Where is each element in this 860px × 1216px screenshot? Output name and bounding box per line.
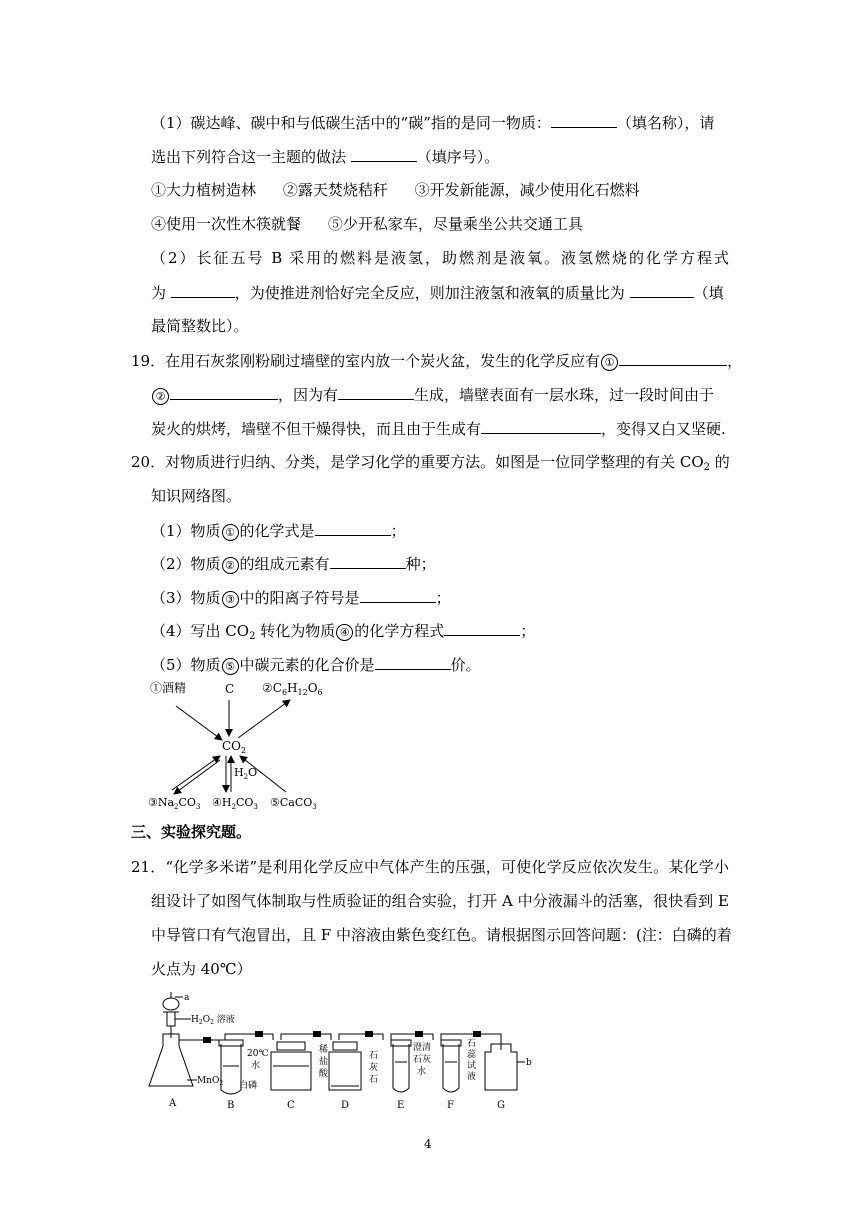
circled-number: ①: [222, 524, 239, 541]
q18-text: （填名称），请: [616, 114, 715, 132]
q20-text: 中碳元素的化合价是: [239, 656, 375, 674]
node-caco3: ⑤CaCO$_3$: [270, 796, 317, 811]
test-tube-f: [441, 1040, 461, 1092]
q20-text: （3）物质: [151, 589, 221, 607]
q19-text: 19．在用石灰浆刚粉刷过墙壁的室内放一个炭火盆，发生的化学反应有: [131, 352, 601, 370]
answer-blank[interactable]: [351, 146, 417, 162]
q21-line3: 中导管口有气泡冒出，且 F 中溶液由紫色变红色。请根据图示回答问题：(注：白磷的着: [151, 926, 732, 944]
q20-line1: [131, 452, 730, 478]
label-letter-g: G: [497, 1100, 505, 1111]
q19-text: 炭火的烘烤，墙壁不但干燥得快，而且由于生成有: [151, 420, 482, 438]
q20-text: （2）物质: [151, 555, 221, 573]
q18-line2: [151, 146, 499, 167]
q21-line4: 火点为 40℃）: [151, 960, 252, 978]
q18-text: ，为使推进剂恰好完全反应，则加注液氢和液氧的质量比为: [234, 284, 625, 302]
label-limewater: 石灰: [413, 1055, 432, 1065]
label-dilute: 稀: [319, 1045, 329, 1055]
label-litmus1: 石: [467, 1039, 477, 1049]
label-white-phosphorus: 白磷: [239, 1081, 258, 1091]
subscript: 2: [249, 631, 256, 642]
label-letter-d: D: [341, 1100, 350, 1111]
q20-text: （1）物质: [151, 522, 221, 540]
q20-text: 转化为物质: [255, 622, 336, 640]
q20-sub4: [151, 620, 535, 647]
label-litmus2: 蕊: [467, 1050, 477, 1060]
option-mark: ③: [414, 181, 430, 199]
label-20c: 20℃: [247, 1049, 269, 1059]
node-co2: $CO_2$: [222, 739, 247, 755]
arrow-co2-na2co3: [174, 760, 220, 794]
bottle-c: [271, 1042, 311, 1090]
q20-sub5: [151, 654, 481, 675]
circled-number: ③: [222, 591, 239, 608]
q20-line2: 知识网络图。: [151, 487, 242, 505]
subscript: 2: [703, 462, 711, 473]
q18-p2-line2: [151, 282, 724, 303]
answer-blank[interactable]: [481, 418, 601, 434]
q19-line2: [151, 384, 714, 405]
q18-options-row1: [151, 180, 640, 200]
q20-text: 的: [710, 453, 730, 471]
q18-text: （1）碳达峰、碳中和与低碳生活中的“碳”指的是同一物质：: [151, 114, 551, 132]
q20-sub1: [151, 520, 406, 541]
label-a: a: [184, 993, 190, 1003]
q20-sub2: [151, 553, 436, 574]
q20-text: （4）写出 CO: [151, 622, 250, 640]
section-title: 三、实验探究题。: [131, 823, 252, 841]
q21-line2: 组设计了如图气体制取与性质验证的组合实验，打开 A 中分液漏斗的活塞，很快看到 E: [151, 892, 729, 910]
tube-joint: [255, 1031, 263, 1037]
label-b: b: [526, 1058, 532, 1068]
q20-text: ；: [520, 622, 536, 640]
answer-blank[interactable]: [360, 587, 436, 603]
test-tube-e: [391, 1040, 411, 1092]
q20-text: （5）物质: [151, 656, 221, 674]
q18-text: （填序号）。: [416, 148, 500, 166]
q18-p2-line3: 最简整数比）。: [151, 317, 249, 335]
q19-text: ，因为有: [278, 386, 339, 404]
label-acid: 酸: [319, 1069, 329, 1079]
answer-blank[interactable]: [551, 112, 617, 128]
option-mark: ④: [151, 215, 167, 233]
label-lime: 灰: [369, 1063, 379, 1073]
label-hydrochloric: 盐: [319, 1057, 329, 1067]
label-clear: 澄清: [413, 1043, 432, 1053]
option-label: 开发新能源，减少使用化石燃料: [429, 181, 640, 199]
label-letter-c: C: [287, 1100, 295, 1111]
q19-line1: 19．在用石灰浆刚粉刷过墙壁的室内放一个炭火盆，发生的化学反应有 ① ，: [131, 352, 743, 370]
label-stone: 石: [369, 1051, 379, 1061]
tube-joint: [313, 1031, 321, 1037]
q20-text: 种；: [405, 555, 436, 573]
bottle-d: [329, 1042, 361, 1090]
label-litmus4: 液: [467, 1072, 477, 1082]
q19-line3: [151, 418, 726, 439]
tube-joint: [203, 1037, 211, 1043]
page-number: 4: [424, 1137, 432, 1151]
answer-blank[interactable]: [375, 654, 451, 670]
label-water: 水: [251, 1061, 261, 1071]
q18-options-row2: [151, 214, 583, 234]
node-alcohol: ①酒精: [150, 681, 187, 695]
option-mark: ①: [151, 181, 167, 199]
node-glucose: $②C_6H_{12}O_6$: [262, 681, 323, 697]
answer-blank[interactable]: [171, 282, 235, 298]
q20-text: ；: [435, 589, 451, 607]
option-label: 露天焚烧秸秆: [297, 181, 388, 199]
q20-text: 中的阳离子符号是: [239, 589, 360, 607]
answer-blank[interactable]: [630, 282, 694, 298]
answer-blank[interactable]: [170, 384, 278, 400]
circled-number: ⑤: [222, 658, 239, 675]
answer-blank[interactable]: [444, 620, 520, 636]
label-h2o2: $H_2O_2$ 溶液: [191, 1015, 235, 1026]
q18-text: 为: [151, 284, 167, 302]
circled-number: ④: [336, 624, 353, 641]
label-mno2: MnO$_2$: [197, 1076, 224, 1087]
tube-joint: [415, 1031, 423, 1037]
q18-line1: [151, 112, 714, 133]
circled-number: ②: [152, 388, 169, 405]
q19-text: ，变得又白又坚硬.: [601, 420, 726, 438]
arrow-co2-glucose: [238, 700, 290, 738]
q20-text: 的组成元素有: [239, 555, 330, 573]
label-stone2: 石: [369, 1075, 379, 1085]
answer-blank[interactable]: [619, 350, 727, 366]
option-mark: ⑤: [327, 215, 343, 233]
apparatus-diagram: [143, 990, 543, 1115]
answer-blank[interactable]: [315, 520, 391, 536]
option-label: 大力植树造林: [166, 181, 257, 199]
tube-joint: [365, 1031, 373, 1037]
label-letter-b: B: [227, 1100, 235, 1111]
q18-text: （填: [693, 284, 724, 302]
circled-number: ①: [601, 354, 618, 371]
option-mark: ②: [282, 181, 298, 199]
arrow-alcohol-co2: [176, 706, 222, 740]
q18-p2-line1: （2）长征五号 B 采用的燃料是液氢，助燃剂是液氧。液氢燃烧的化学方程式: [151, 249, 729, 267]
q20-text: 20．对物质进行归纳、分类，是学习化学的重要方法。如图是一位同学整理的有关 CO: [131, 453, 704, 471]
co2-network-diagram: [140, 676, 340, 812]
label-letter-a: A: [169, 1098, 177, 1109]
q18-text: 选出下列符合这一主题的做法: [151, 148, 347, 166]
q19-text: 生成，墙壁表面有一层水珠，过一段时间由于: [414, 386, 715, 404]
node-carbon: C: [225, 682, 235, 696]
q20-sub3: [151, 587, 451, 608]
q20-text: 的化学方程式: [354, 622, 445, 640]
answer-blank[interactable]: [330, 553, 406, 569]
arrow-na2co3-co2: [172, 756, 220, 790]
node-na2co3: $③Na_2CO_3$: [148, 796, 201, 811]
label-letter-e: E: [397, 1100, 405, 1111]
gas-bottle-g: [485, 1044, 517, 1090]
q20-text: ；: [390, 522, 406, 540]
q20-text: 的化学式是: [239, 522, 315, 540]
option-label: 少开私家车，尽量乘坐公共交通工具: [342, 215, 583, 233]
circled-number: ②: [222, 557, 239, 574]
q20-text: 价。: [450, 656, 481, 674]
option-label: 使用一次性木筷就餐: [166, 215, 302, 233]
node-h2co3: $④H_2CO_3$: [212, 796, 258, 811]
q21-line1: 21．“化学多米诺”是利用化学反应中气体产生的压强，可使化学反应依次发生。某化学小: [131, 858, 729, 876]
label-water2: 水: [417, 1067, 427, 1077]
label-letter-f: F: [447, 1100, 454, 1111]
answer-blank[interactable]: [338, 384, 414, 400]
label-h2o: $H_2O$: [234, 766, 258, 781]
label-litmus3: 试: [467, 1061, 477, 1071]
tube-joint: [473, 1031, 481, 1037]
